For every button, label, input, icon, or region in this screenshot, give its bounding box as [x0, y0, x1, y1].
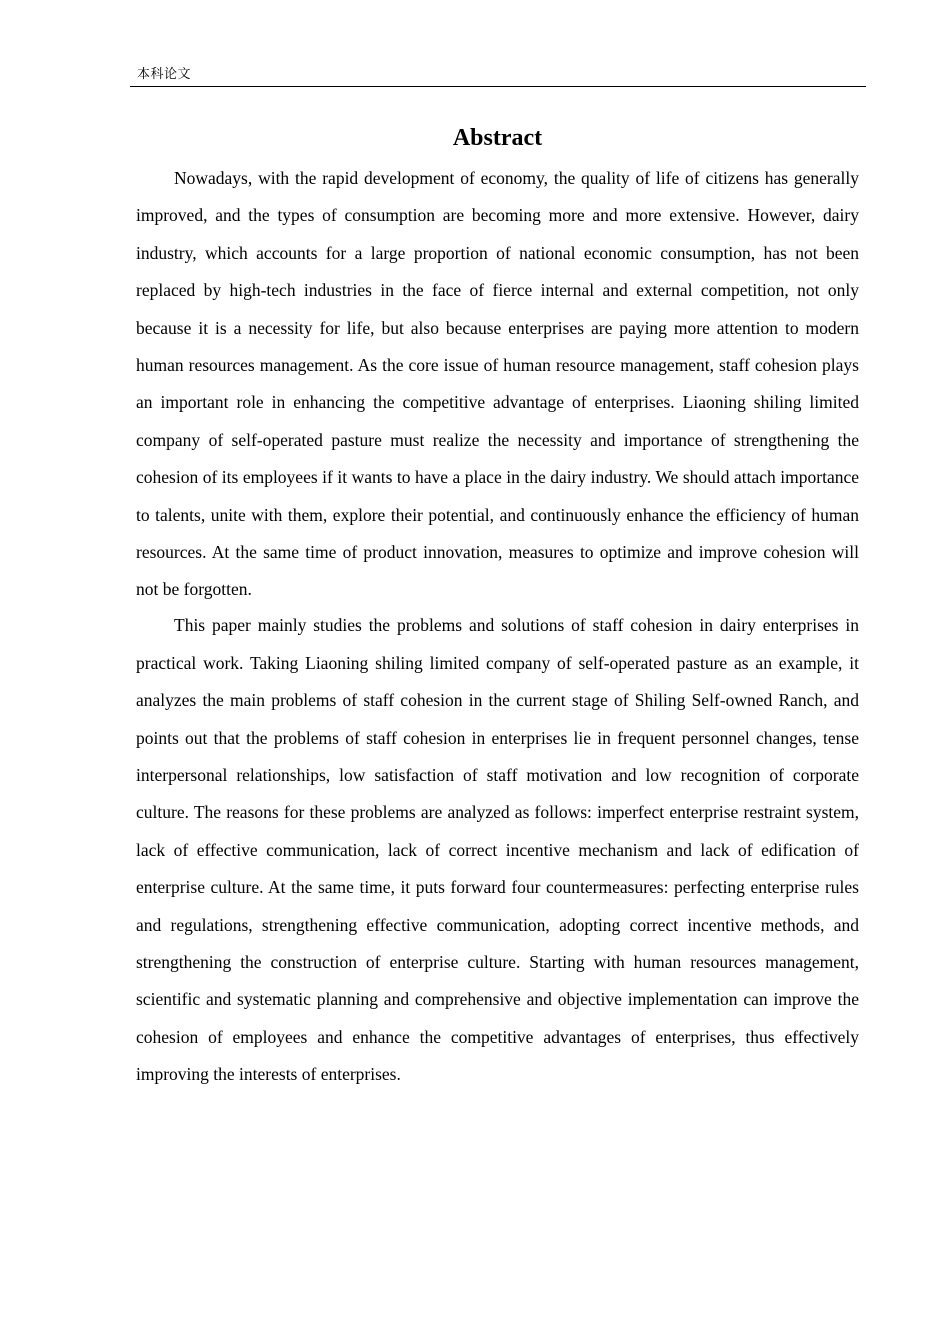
abstract-paragraph-1: Nowadays, with the rapid development of economy, the quality of life of citizens has generally improved, and the types of consumption are becoming more and more extensive. However, dairy industry, which accounts for a large proportion of national economic consumption, has not been replaced by high-tech industries in the face of fierce internal and external competition, not only because it is a necessity for life, but also because enterprises are paying more attention to modern human resources management. As the core issue of human resource management, staff cohesion plays an important role in enhancing the competitive advantage of enterprises. Liaoning shiling limited company of self-operated pasture must realize the necessity and importance of strengthening the cohesion of its employees if it wants to have a place in the dairy industry. We should attach importance to talents, unite with them, explore their potential, and continuously enhance the efficiency of human resources. At the same time of product innovation, measures to optimize and improve cohesion will not be forgotten.	[136, 168, 859, 600]
running-header	[130, 64, 866, 87]
abstract-paragraph-2: This paper mainly studies the problems and solutions of staff cohesion in dairy enterprises in practical work. Taking Liaoning shiling limited company of self-operated pasture as an example, it analyzes the main problems of staff cohesion in the current stage of Shiling Self-owned Ranch, and points out that the problems of staff cohesion in enterprises lie in frequent personnel changes, tense interpersonal relationships, low satisfaction of staff motivation and low recognition of corporate culture. The reasons for these problems are analyzed as follows: imperfect enterprise restraint system, lack of effective communication, lack of correct incentive mechanism and lack of edification of enterprise culture. At the same time, it puts forward four countermeasures: perfecting enterprise rules and regulations, strengthening effective communication, adopting correct incentive methods, and strengthening the construction of enterprise culture. Starting with human resources management, scientific and systematic planning and comprehensive and objective implementation can improve the cohesion of employees and enhance the competitive advantages of enterprises, thus effectively improving the interests of enterprises.	[136, 615, 859, 1085]
abstract-title: Abstract	[452, 125, 543, 151]
abstract-body	[136, 160, 859, 1094]
running-header-title: 本科论文	[137, 67, 192, 82]
